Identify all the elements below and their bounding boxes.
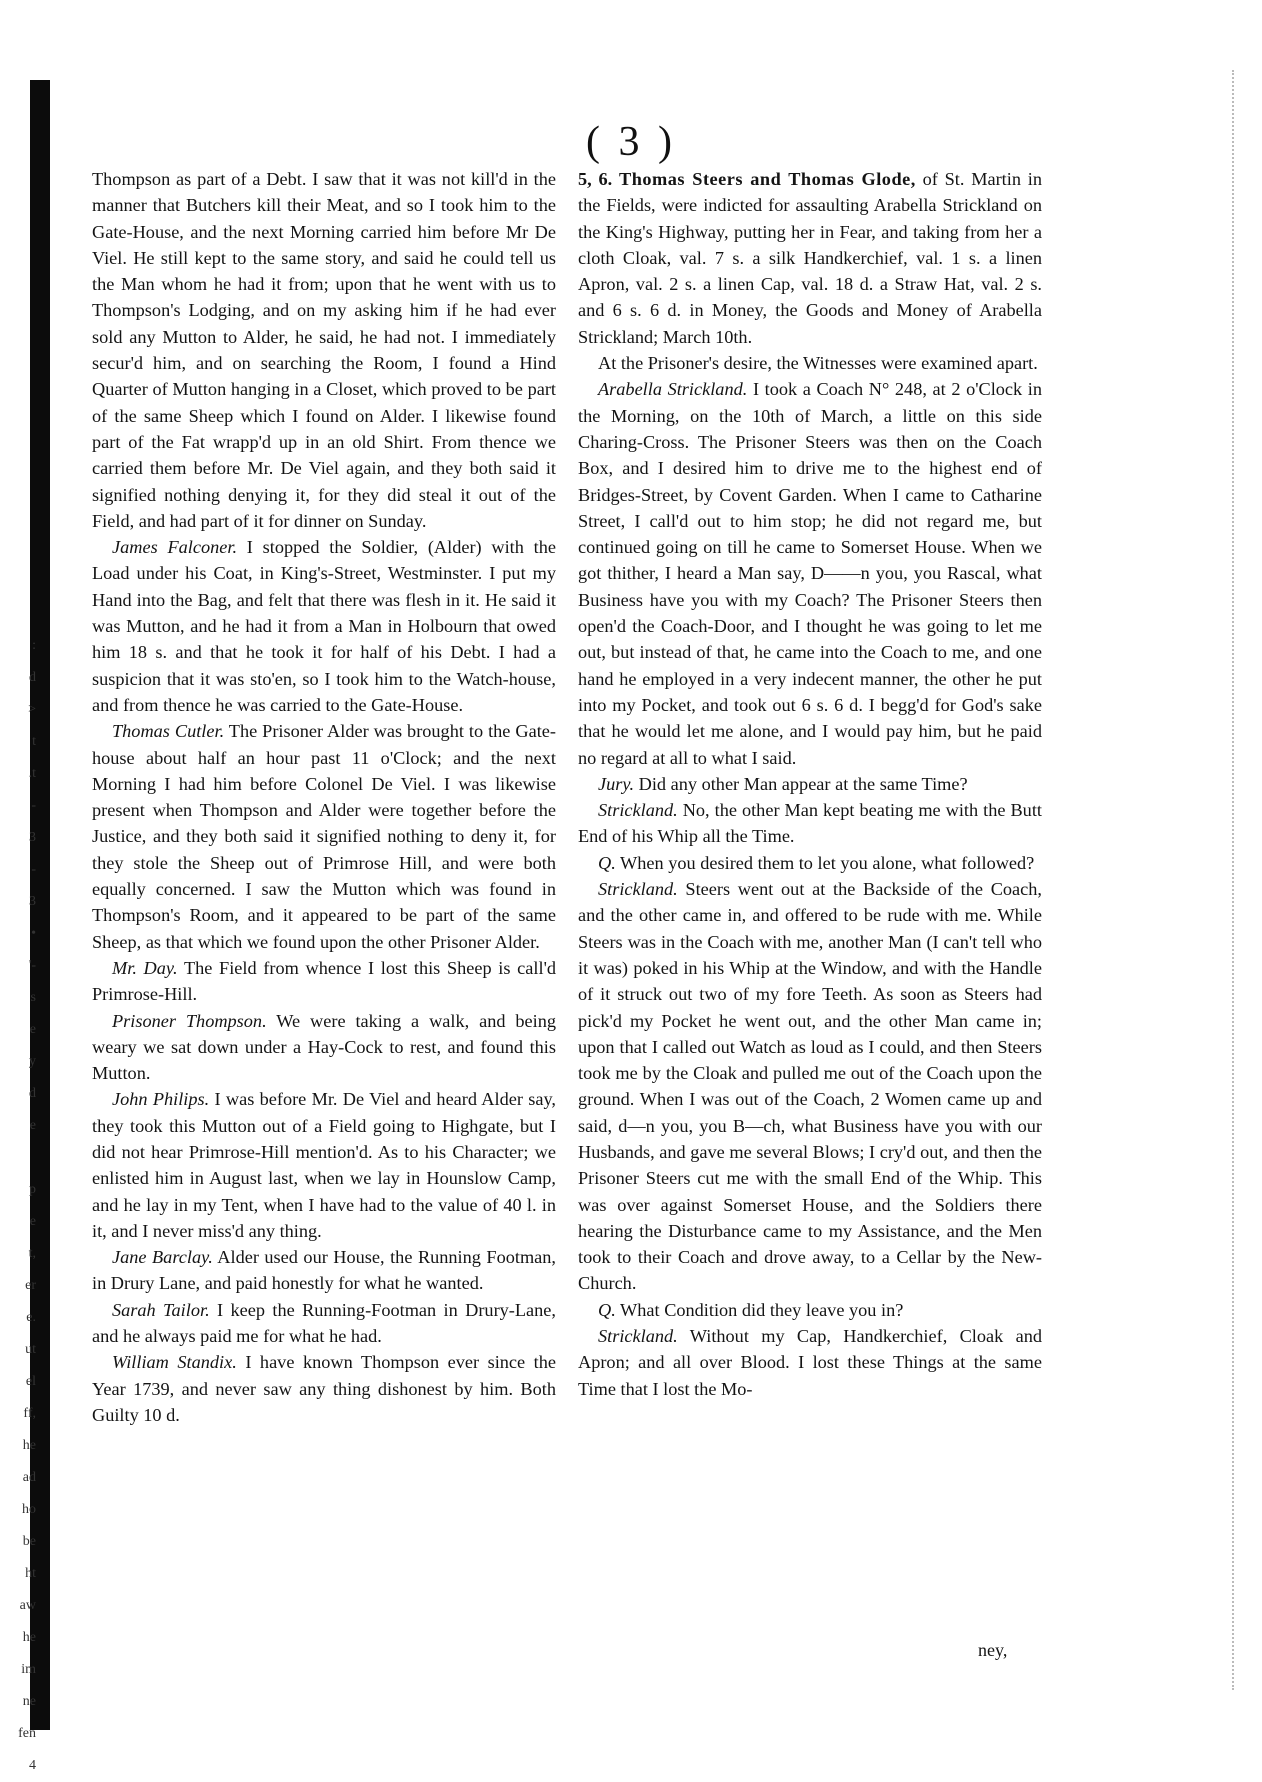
gutter-fragment: y	[29, 1054, 36, 1069]
catchword: ney,	[978, 1640, 1008, 1660]
page-number: ( 3 )	[586, 119, 676, 165]
gutter-fragment: im	[21, 1662, 36, 1677]
gutter-fragment: he	[22, 1630, 36, 1645]
paragraph-r6	[578, 876, 1042, 1297]
facing-page-gutter	[14, 630, 36, 1782]
paragraph-text: At the Prisoner's desire, the Witnesses were examined apart.	[598, 353, 1038, 374]
paragraph-text: No, the other Man kept beating me with the Butt End of his Whip all the Time.	[578, 800, 1042, 847]
speaker-name: Strickland.	[598, 879, 678, 900]
gutter-fragment	[14, 1142, 36, 1174]
gutter-fragment: t,	[28, 1246, 36, 1261]
gutter-fragment: 3	[29, 894, 36, 909]
paragraph-p1	[92, 166, 556, 534]
paragraph-r3	[578, 771, 1042, 797]
paragraph-text: I stopped the Soldier, (Alder) with the Load under his Coat, in King's-Street, Westminster. I put my Hand into the Bag, and felt that there was flesh in it. He said it was Mutton, and he had it from a Man in Holbourn that owed him 18 s. and that he took it for half of his Debt. I had a suspicion that it was sto'en, so I took him to the Watch-house, and from thence he was carried to the Gate-House.	[92, 537, 556, 715]
gutter-fragment: '-	[28, 958, 36, 973]
gutter-fragment: ad	[22, 1470, 36, 1485]
speaker-name: Q.	[598, 852, 616, 873]
gutter-fragment: 3	[29, 830, 36, 845]
paragraph-p5	[92, 1008, 556, 1087]
paragraph-text: We were taking a walk, and being weary we sat down under a Hay-Cock to rest, and found this Mutton.	[92, 1010, 556, 1084]
gutter-fragment: e	[29, 1214, 36, 1229]
gutter-fragment: ht	[25, 1566, 36, 1581]
paragraph-r7	[578, 1297, 1042, 1323]
paragraph-text: Alder used our House, the Running Footman, in Drury Lane, and paid honestly for what he wanted.	[92, 1247, 556, 1294]
gutter-fragment: he	[22, 1438, 36, 1453]
speaker-name: Q.	[598, 1299, 616, 1320]
paragraph-r1	[578, 350, 1042, 376]
right-paragraphs	[578, 350, 1042, 1402]
defendants: Thomas Steers and Thomas Glode,	[619, 169, 916, 189]
paragraph-p8	[92, 1297, 556, 1350]
gutter-fragment: be	[22, 1534, 36, 1549]
gutter-fragment: e	[29, 1022, 36, 1037]
paragraph-text: The Field from whence I lost this Sheep is call'd Primrose-Hill.	[92, 957, 557, 1005]
paragraph-p2	[92, 534, 556, 718]
gutter-fragment: 4	[29, 1758, 36, 1773]
gutter-fragment: d	[29, 670, 36, 685]
indictment-text: of St. Martin in the Fields, were indicted for assaulting Arabella Strickland on the King's Highway, putting her in Fear, and taking from her a cloth Cloak, val. 7 s. a silk Handkerchief, val. 1 s. a linen Apron, val. 2 s. a linen Cap, val. 18 d. a Straw Hat, val. 2 s. and 6 s. 6 d. in Money, the Goods and Money of Arabella Strickland; March 10th.	[578, 169, 1042, 347]
case-heading	[578, 166, 1042, 350]
paragraph-text: Did any other Man appear at the same Time?	[638, 773, 968, 794]
speaker-name: Sarah Tailor.	[112, 1299, 210, 1320]
speaker-name: James Falconer.	[112, 537, 238, 558]
gutter-fragment: d	[29, 1086, 36, 1101]
gutter-fragment: .t	[28, 766, 36, 781]
paragraph-p9	[92, 1349, 556, 1428]
paragraph-text: When you desired them to let you alone, what followed?	[620, 852, 1035, 873]
speaker-name: Jane Barclay.	[112, 1247, 213, 1268]
gutter-fragment: e	[29, 1118, 36, 1133]
gutter-fragment: -	[31, 862, 36, 877]
gutter-fragment: >	[28, 702, 36, 717]
paragraph-text: I have known Thompson ever since the Year 1739, and never saw any thing dishonest by him. Both Guilty 10 d.	[92, 1352, 556, 1425]
gutter-fragment: ne	[22, 1694, 36, 1709]
speaker-name: Mr. Day.	[112, 957, 178, 978]
gutter-fragment: s	[30, 990, 36, 1005]
paragraph-text: I took a Coach N° 248, at 2 o'Clock in the Morning, on the 10th of March, a little on this side Charing-Cross. The Prisoner Steers was then on the Coach Box, and I desired him to drive me to the highest end of Bridges-Street, by Covent Garden. When I came to Catharine Street, I call'd out to him stop; he did not regard me, but continued going on till he came to Somerset House. When we got thither, I heard a Man say, D——n you, you Rascal, what Business have you with my Coach? The Prisoner Steers then open'd the Coach-Door, and I thought he was going to let me out, but instead of that, he came into the Coach to me, and one hand he employed in a very indecent manner, the other he put into my Pocket, and took out 6 s. 6 d. I begg'd for God's sake that he would let me alone, and I would pay him, but he paid no regard at all to what I said.	[578, 379, 1043, 768]
paragraph-r2	[578, 376, 1042, 770]
gutter-fragment: e.	[26, 1310, 36, 1325]
speaker-name: John Philips.	[112, 1089, 210, 1110]
gutter-fragment: ff,	[23, 1406, 36, 1421]
gutter-fragment: er	[25, 1278, 36, 1293]
paragraph-p4	[92, 955, 556, 1008]
paragraph-p7	[92, 1244, 556, 1297]
speaker-name: Strickland.	[598, 800, 678, 821]
gutter-fragment: ut	[25, 1342, 36, 1357]
paragraph-text: Without my Cap, Handkerchief, Cloak and Apron; and all over Blood. I lost these Things at the same Time that I lost the Mo-	[578, 1326, 1042, 1399]
paragraph-text: The Prisoner Alder was brought to the Gate-house about half an hour past 11 o'Clock; and the next Morning I had him before Colonel De Viel. I was likewise present when Thompson and Alder were together before the Justice, and they both said it signified nothing to deny it, for they stole the Sheep out of Primrose Hill, and were both equally concerned. I saw the Mutton which was found in Thompson's Room, and it appeared to be part of the same Sheep, as that which we found upon the other Prisoner Alder.	[92, 721, 556, 952]
left-column	[92, 166, 556, 1428]
gutter-fragment: aw	[19, 1598, 36, 1613]
case-number: 5, 6.	[578, 169, 613, 189]
speaker-name: Jury.	[598, 773, 635, 794]
page-edge-speckle	[1222, 70, 1234, 1690]
speaker-name: Strickland.	[598, 1326, 678, 1347]
gutter-fragment: •	[31, 926, 36, 941]
paragraph-text: Thompson as part of a Debt. I saw that it was not kill'd in the manner that Butchers kill their Meat, and so I took him to the Gate-House, and the next Morning carried him before Mr De Viel. He still kept to the same story, and said he could tell us the Man whom he had it from; upon that he went with us to Thompson's Lodging, and on my asking him if he had ever sold any Mutton to Alder, he said, he had not. I immediately secur'd him, and on searching the Room, I found a Hind Quarter of Mutton hanging in a Closet, which proved to be part of the same Sheep which I found on Alder. I likewise found part of the Fat wrapp'd up in an old Shirt. From thence we carried them before Mr. De Viel again, and they both said it signified nothing denying it, for they did steal it out of the Field, and had part of it for dinner on Sunday.	[92, 169, 556, 531]
right-column	[578, 166, 1042, 1402]
paragraph-r8	[578, 1323, 1042, 1402]
paragraph-text: What Condition did they leave you in?	[620, 1299, 904, 1320]
paragraph-p3	[92, 718, 556, 955]
paragraph-p6	[92, 1086, 556, 1244]
speaker-name: William Standix.	[112, 1352, 237, 1373]
gutter-fragment: t	[32, 734, 36, 749]
speaker-name: Prisoner Thompson.	[112, 1010, 267, 1031]
gutter-fragment: -	[31, 798, 36, 813]
gutter-fragment: fen	[18, 1726, 36, 1741]
paragraph-text: Steers went out at the Backside of the Coach, and the other came in, and offered to be rude with me. While Steers was in the Coach with me, another Man (I can't tell who it was) poked in his Whip at the Window, and with the Handle of it struck out two of my fore Teeth. As soon as Steers had pick'd my Pocket he went out, and the other Man came in; upon that I called out Watch as loud as I could, and then Steers took me by the Cloak and pulled me out of the Coach upon the ground. When I was out of the Coach, 2 Women came up and said, d—n you, you B—ch, what Business have you with our Husbands, and gave me several Blows; I cry'd out, and then the Prisoner Steers cut me with the small End of the Whip. This was over against Somerset House, and the Soldiers there hearing the Disturbance came to my Assistance, and the Men took to their Coach and drove away, to a Cellar by the New-Church.	[578, 879, 1042, 1294]
gutter-fragment: p	[29, 1182, 36, 1197]
speaker-name: Arabella Strickland.	[598, 379, 748, 400]
gutter-fragment: :	[32, 638, 36, 653]
paragraph-text: I keep the Running-Footman in Drury-Lane, and he always paid me for what he had.	[92, 1299, 556, 1347]
gutter-fragment: ho	[22, 1502, 36, 1517]
paragraph-r5	[578, 850, 1042, 876]
gutter-fragment: el	[25, 1374, 36, 1389]
paragraph-text: I was before Mr. De Viel and heard Alder say, they took this Mutton out of a Field going to Highgate, but I did not hear Primrose-Hill mention'd. As to his Character; we enlisted him in August last, when we lay in Hounslow Camp, and he lay in my Tent, when I have had to the value of 40 l. in it, and I never miss'd any thing.	[92, 1089, 556, 1241]
paragraph-r4	[578, 797, 1042, 850]
speaker-name: Thomas Cutler.	[112, 721, 225, 742]
